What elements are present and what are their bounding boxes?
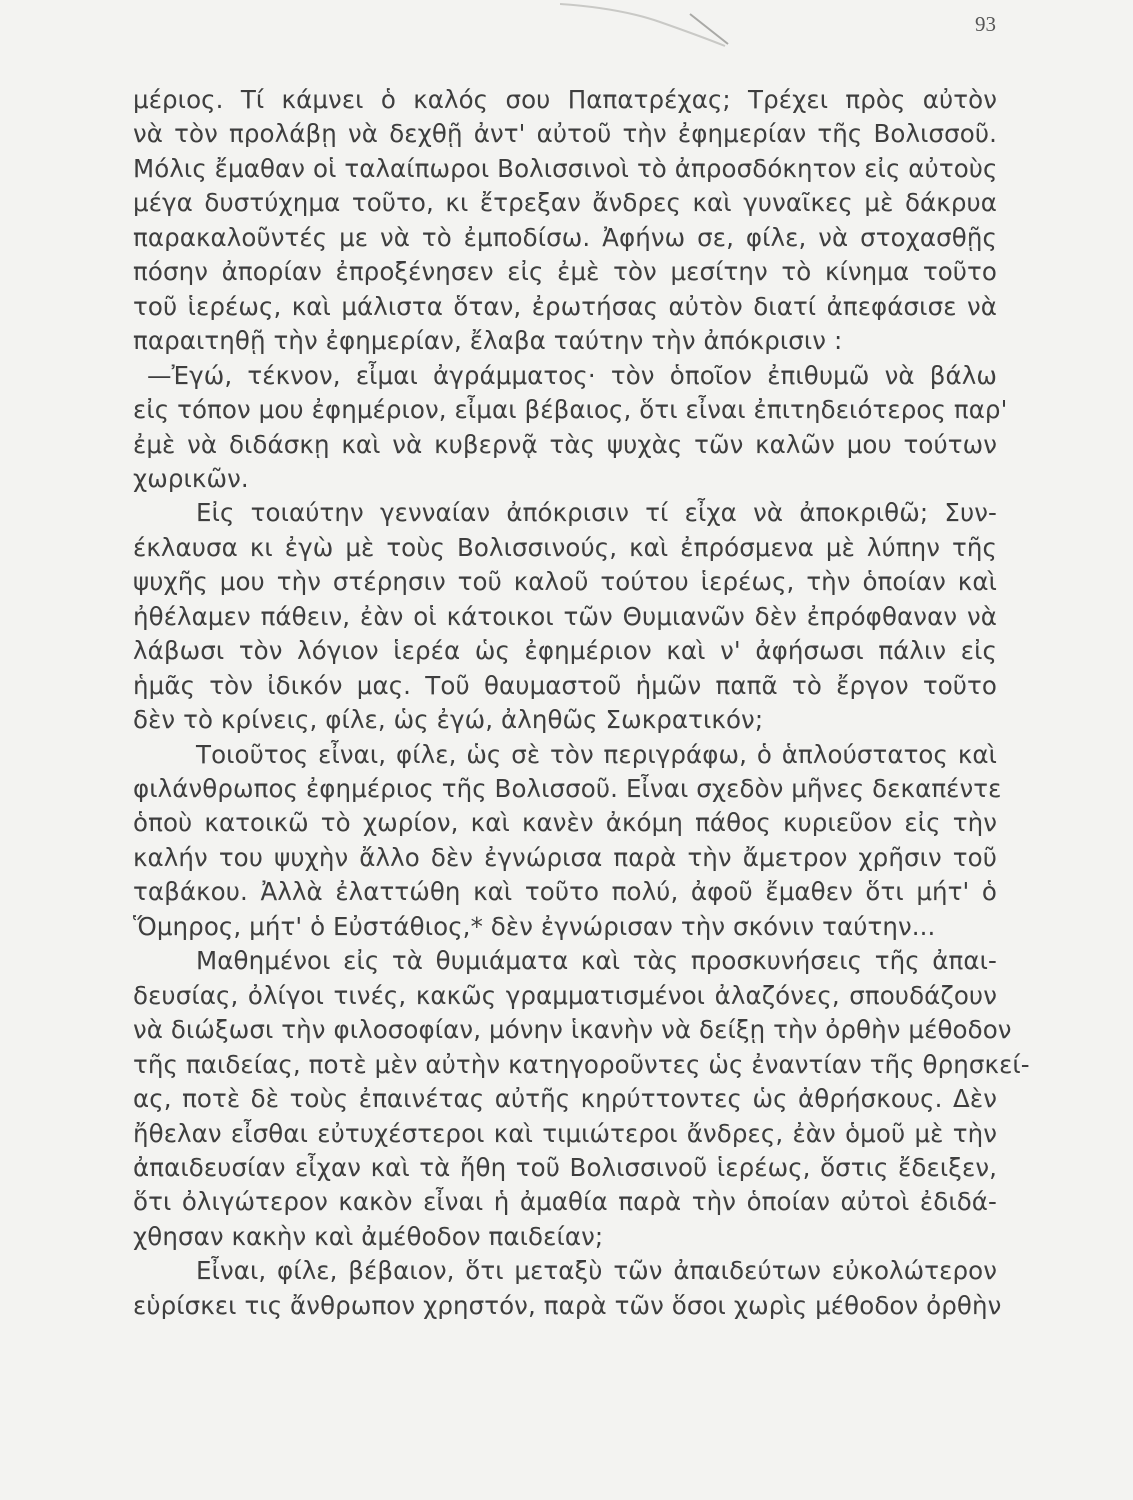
text-line: Μόλις ἔμαθαν οἱ ταλαίπωροι Βολισσινοὶ τὸ ἀπροσδόκητον εἰς αὐτοὺς [133,153,998,183]
text-line: μέριος. Τί κάμνει ὁ καλός σου Παπατρέχας; Τρέχει πρὸς αὐτὸν [133,85,997,114]
text-line: δὲν τὸ κρίνεις, φίλε, ὡς ἐγώ, ἀληθῶς Σωκρατικόν; [133,705,764,735]
text-line: ταβάκου. Ἀλλὰ ἐλαττώθη καὶ τοῦτο πολύ, ἀφοῦ ἔμαθεν ὅτι μήτ' ὁ [133,877,997,907]
text-line: ας, ποτὲ δὲ τοὺς ἐπαινέτας αὐτῆς κηρύττοντες ὡς ἀθρήσκους. Δὲν [133,1084,997,1114]
text-line: πόσην ἀπορίαν ἐπροξένησεν εἰς ἐμὲ τὸν μεσίτην τὸ κίνημα τοῦτο [133,257,997,287]
scan-smudge-mark [560,0,730,50]
text-line: καλήν του ψυχὴν ἄλλο δὲν ἐγνώρισα παρὰ τὴν ἄμετρον χρῆσιν τοῦ [133,842,997,872]
text-line: τῆς παιδείας, ποτὲ μὲν αὐτὴν κατηγοροῦντες ὡς ἐναντίαν τῆς θρησκεί- [133,1049,1030,1079]
text-line: Μαθημένοι εἰς τὰ θυμιάματα καὶ τὰς προσκυνήσεις τῆς ἀπαι- [196,946,997,976]
text-line: δευσίας, ὀλίγοι τινές, κακῶς γραμματισμένοι ἀλαζόνες, σπουδάζουν [133,980,997,1010]
text-line: τοῦ ἱερέως, καὶ μάλιστα ὅταν, ἐρωτήσας αὐτὸν διατί ἀπεφάσισε νὰ [133,291,997,321]
text-line: Εἶναι, φίλε, βέβαιον, ὅτι μεταξὺ τῶν ἀπαιδεύτων εὐκολώτερον [196,1256,997,1286]
text-line: Τοιοῦτος εἶναι, φίλε, ὡς σὲ τὸν περιγράφω, ὁ ἁπλούστατος καὶ [196,739,997,769]
text-line: Ὅμηρος, μήτ' ὁ Εὐστάθιος,* δὲν ἐγνώρισαν τὴν σκόνιν ταύτην... [133,911,936,941]
text-line: ψυχῆς μου τὴν στέρησιν τοῦ καλοῦ τούτου ἱερέως, τὴν ὁποίαν καὶ [133,567,997,597]
text-line: εἰς τόπον μου ἐφημέριον, εἶμαι βέβαιος, ὅτι εἶναι ἐπιτηδειότερος παρ' [133,395,1008,425]
text-line: παραιτηθῇ τὴν ἐφημερίαν, ἔλαβα ταύτην τὴν ἀπόκρισιν : [133,326,843,356]
text-line: ὅτι ὀλιγώτερον κακὸν εἶναι ἡ ἀμαθία παρὰ τὴν ὁποίαν αὐτοὶ ἐδιδά- [133,1187,997,1217]
text-line: νὰ τὸν προλάβῃ νὰ δεχθῇ ἀντ' αὐτοῦ τὴν ἐφημερίαν τῆς Βολισσοῦ. [133,119,997,149]
text-line: χωρικῶν. [133,463,249,493]
text-line: νὰ διώξωσι τὴν φιλοσοφίαν, μόνην ἱκανὴν νὰ δείξῃ τὴν ὀρθὴν μέθοδον [133,1015,1012,1045]
text-line: ἤθελαν εἶσθαι εὐτυχέστεροι καὶ τιμιώτεροι ἄνδρες, ἐὰν ὁμοῦ μὲ τὴν [133,1118,997,1148]
text-line: λάβωσι τὸν λόγιον ἱερέα ὡς ἐφημέριον καὶ ν' ἀφήσωσι πάλιν εἰς [133,636,997,666]
text-line: φιλάνθρωπος ἐφημέριος τῆς Βολισσοῦ. Εἶναι σχεδὸν μῆνες δεκαπέντε [133,774,1002,803]
text-line: μέγα δυστύχημα τοῦτο, κι ἔτρεξαν ἄνδρες καὶ γυναῖκες μὲ δάκρυα [133,188,997,218]
text-line: εὑρίσκει τις ἄνθρωπον χρηστόν, παρὰ τῶν ὅσοι χωρὶς μέθοδον ὀρθὴν [133,1290,1002,1320]
text-line: ἡμᾶς τὸν ἰδικόν μας. Τοῦ θαυμαστοῦ ἡμῶν παπᾶ τὸ ἔργον τοῦτο [133,670,997,700]
text-line: ἠθέλαμεν πάθειν, ἐὰν οἱ κάτοικοι τῶν Θυμιανῶν δὲν ἐπρόφθαναν νὰ [133,601,997,631]
text-line: παρακαλοῦντές με νὰ τὸ ἐμποδίσω. Ἀφήνω σε, φίλε, νὰ στοχασθῇς [133,222,997,252]
text-line: χθησαν κακὴν καὶ ἀμέθοδον παιδείαν; [133,1221,604,1251]
text-line: —Ἐγώ, τέκνον, εἶμαι ἀγράμματος· τὸν ὁποῖον ἐπιθυμῶ νὰ βάλω [147,360,997,390]
text-line: Εἰς τοιαύτην γενναίαν ἀπόκρισιν τί εἶχα νὰ ἀποκριθῶ; Συν- [196,498,997,528]
text-line: ἐμὲ νὰ διδάσκῃ καὶ νὰ κυβερνᾷ τὰς ψυχὰς τῶν καλῶν μου τούτων [133,429,997,459]
text-line: ὁποὺ κατοικῶ τὸ χωρίον, καὶ κανὲν ἀκόμη πάθος κυριεῦον εἰς τὴν [133,808,997,838]
text-line: έκλαυσα κι ἐγὼ μὲ τοὺς Βολισσινούς, καὶ ἐπρόσμενα μὲ λύπην τῆς [133,532,997,562]
text-line: ἀπαιδευσίαν εἶχαν καὶ τὰ ἤθη τοῦ Βολισσινοῦ ἱερέως, ὅστις ἔδειξεν, [133,1152,997,1182]
page-number: 93 [975,12,996,36]
